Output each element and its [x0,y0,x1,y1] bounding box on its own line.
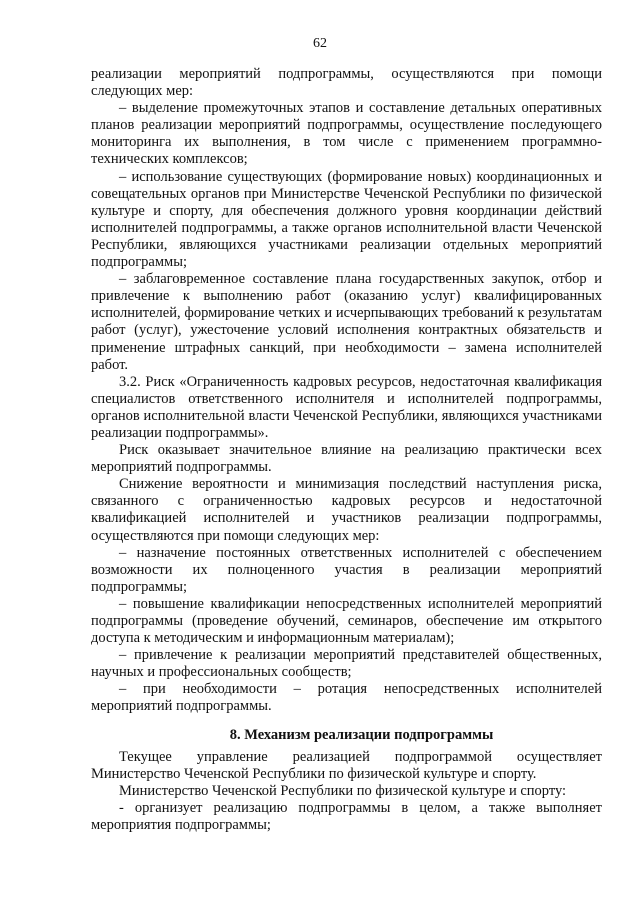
paragraph: Текущее управление реализацией подпрограммой осуществляет Министерство Чеченской Республики по физической культуре и спорту. [91,748,602,782]
page-body [91,66,602,834]
paragraph: – выделение промежуточных этапов и составление детальных оперативных планов реализации мероприятий подпрограммы, осуществление последующего мониторинга их выполнения, в том числе с применением программно-технических комплексов; [91,100,602,168]
paragraph: Риск оказывает значительное влияние на реализацию практически всех мероприятий подпрограммы. [91,442,602,476]
paragraph: – заблаговременное составление плана государственных закупок, отбор и привлечение к выполнению работ (оказанию услуг) квалифицированных исполнителей, формирование четких и исчерпывающих требований к результатам работ (услуг), ужесточение условий исполнения контрактных обязательств и применение штрафных санкций, при необходимости – замена исполнителей работ. [91,271,602,373]
paragraph: – использование существующих (формирование новых) координационных и совещательных органов при Министерстве Чеченской Республики по физической культуре и спорту, для обеспечения должного уровня координации действий исполнителей подпрограммы, а также органов исполнительной власти Чеченской Республики, являющихся участниками реализации отдельных мероприятий подпрограммы; [91,168,602,271]
paragraph: – повышение квалификации непосредственных исполнителей мероприятий подпрограммы (проведение обучений, семинаров, обеспечение им открытого доступа к методическим и информационным материалам); [91,595,602,647]
paragraph: Снижение вероятности и минимизация последствий наступления риска, связанного с ограниченностью кадровых ресурсов и недостаточной квалификацией исполнителей и участников реализации подпрограммы, осуществляются при помощи следующих мер: [91,476,602,544]
paragraph: 3.2. Риск «Ограниченность кадровых ресурсов, недостаточная квалификация специалистов ответственного исполнителя и исполнителей подпрограммы, органов исполнительной власти Чеченской Республики, являющихся участниками реализации подпрограммы». [91,373,602,441]
paragraph: реализации мероприятий подпрограммы, осуществляются при помощи следующих мер: [91,66,602,100]
section-heading: 8. Механизм реализации подпрограммы [229,726,494,743]
body-text-after-heading [91,749,602,834]
paragraph: - организует реализацию подпрограммы в целом, а также выполняет мероприятия подпрограммы; [91,799,602,833]
paragraph: – при необходимости – ротация непосредственных исполнителей мероприятий подпрограммы. [91,681,602,715]
paragraph: – назначение постоянных ответственных исполнителей с обеспечением возможности их полноценного участия в реализации мероприятий подпрограммы; [91,544,602,595]
paragraph: – привлечение к реализации мероприятий представителей общественных, научных и профессиональных сообществ; [91,647,602,681]
body-text-before-heading [91,66,602,716]
page-number: 62 [313,36,327,51]
paragraph: Министерство Чеченской Республики по физической культуре и спорту: [119,782,567,799]
